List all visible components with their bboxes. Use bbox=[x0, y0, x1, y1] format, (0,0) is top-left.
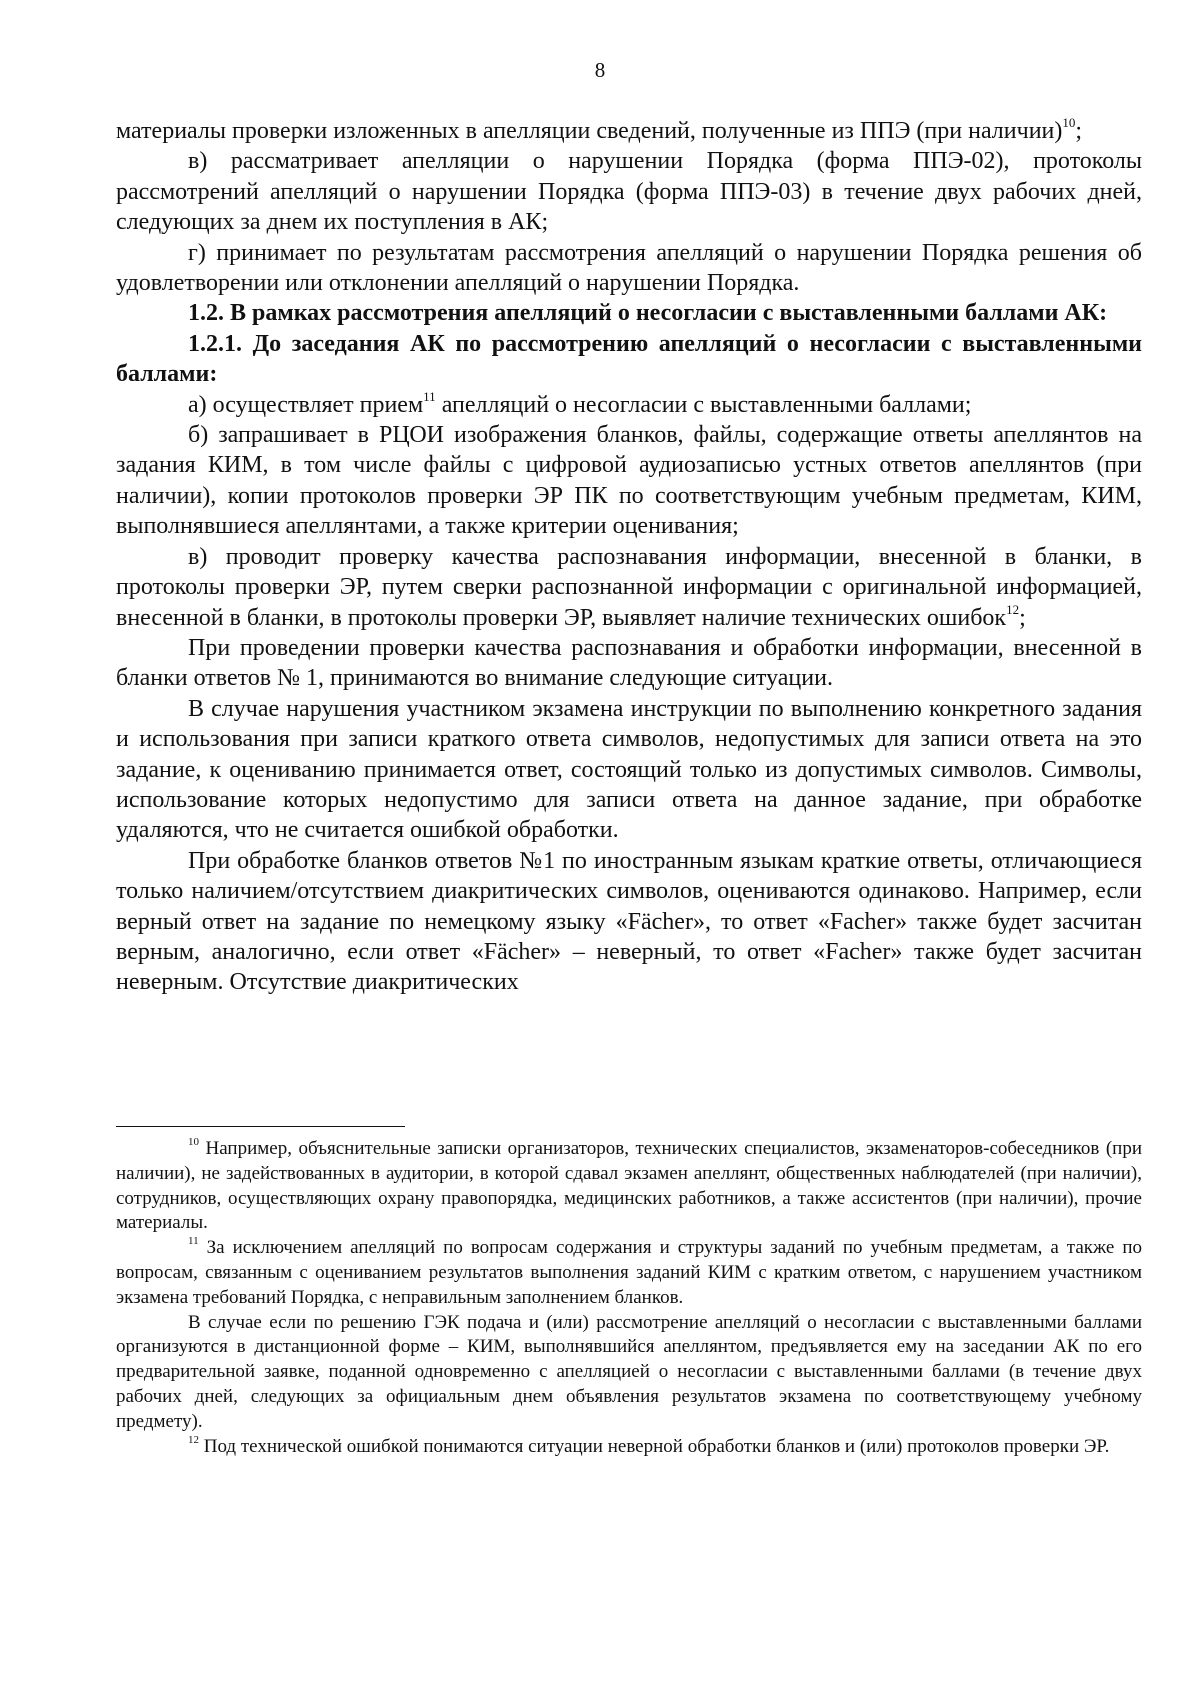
paragraph-item-v: в) рассматривает апелляции о нарушении Порядка (форма ППЭ-02), протоколы рассмотрений апелляций о нарушении Порядка (форма ППЭ-03) в течение двух рабочих дней, следующих за днем их поступления в АК; bbox=[116, 148, 1142, 236]
footnote-11-continuation: В случае если по решению ГЭК подача и (или) рассмотрение апелляций о несогласии с выставленными баллами организуются в дистанционной форме – КИМ, выполнявшийся апеллянтом, предъявляется ему на заседании АК по его предварительной заявке, поданной одновременно с апелляцией о несогласии с выставленными баллами (в течение двух рабочих дней, следующих за официальным днем объявления результатов экзамена по соответствующему учебному предмету). bbox=[116, 1311, 1142, 1432]
footnote-11-number: 11 bbox=[188, 1235, 199, 1248]
footnote-10 bbox=[116, 1137, 1142, 1236]
footnote-11-text: За исключением апелляций по вопросам содержания и структуры заданий по учебным предметам, а также по вопросам, связанным с оцениванием результатов выполнения заданий КИМ с кратким ответом, с нарушением участником экзамена требований Порядка, с неправильным заполнением бланков. bbox=[116, 1237, 1142, 1308]
paragraph-item-v2 bbox=[116, 542, 1142, 633]
footnote-separator bbox=[116, 1126, 405, 1127]
section-heading-1-2: 1.2. В рамках рассмотрения апелляций о несогласии с выставленными баллами АК: bbox=[188, 300, 1108, 327]
paragraph-item-a bbox=[116, 390, 1142, 420]
paragraph-item-b: б) запрашивает в РЦОИ изображения бланков, файлы, содержащие ответы апеллянтов на задания КИМ, в том числе файлы с цифровой аудиозаписью устных ответов апеллянтов (при наличии), копии протоколов проверки ЭР ПК по соответствующим учебным предметам, КИМ, выполнявшиеся апеллянтами, а также критерии оценивания; bbox=[116, 422, 1142, 540]
paragraph-item-v2-text: в) проводит проверку качества распознавания информации, внесенной в бланки, в протоколы проверки ЭР, путем сверки распознанной информации с оригинальной информацией, внесенной в бланки, в протоколы проверки ЭР, выявляет наличие технических ошибок bbox=[116, 543, 1142, 631]
paragraph-item-a-text-end: апелляций о несогласии с выставленными баллами; bbox=[435, 391, 972, 418]
footnote-12 bbox=[116, 1435, 1142, 1460]
footnotes bbox=[116, 1137, 1142, 1459]
footnote-12-text: Под технической ошибкой понимаются ситуации неверной обработки бланков и (или) протоколов проверки ЭР. bbox=[199, 1435, 1110, 1457]
paragraph-violation: В случае нарушения участником экзамена инструкции по выполнению конкретного задания и использования при записи краткого ответа символов, недопустимых для записи ответа на это задание, к оцениванию принимается ответ, состоящий только из допустимых символов. Символы, использование которых недопустимо для записи ответа на данное задание, при обработке удаляются, что не считается ошибкой обработки. bbox=[116, 695, 1142, 844]
paragraph-item-g: г) принимает по результатам рассмотрения апелляций о нарушении Порядка решения об удовлетворении или отклонении апелляций о нарушении Порядка. bbox=[116, 239, 1142, 297]
main-text bbox=[116, 116, 1142, 998]
paragraph-quality-check: При проведении проверки качества распознавания и обработки информации, внесенной в бланки ответов № 1, принимаются во внимание следующие ситуации. bbox=[116, 634, 1142, 692]
paragraph-foreign-languages: При обработке бланков ответов №1 по иностранным языкам краткие ответы, отличающиеся только наличием/отсутствием диакритических символов, оцениваются одинаково. Например, если верный ответ на задание по немецкому языку «Fächer», то ответ «Facher» также будет засчитан верным, аналогично, если ответ «Fächer» – неверный, то ответ «Facher» также будет засчитан неверным. Отсутствие диакритических bbox=[116, 847, 1142, 996]
paragraph-materials bbox=[116, 116, 1142, 146]
footnote-ref-12: 12 bbox=[1006, 601, 1020, 617]
paragraph-materials-text: материалы проверки изложенных в апелляции сведений, полученные из ППЭ (при наличии) bbox=[116, 118, 1063, 144]
paragraph-materials-end: ; bbox=[1075, 118, 1083, 144]
paragraph-item-a-text: а) осуществляет прием bbox=[188, 391, 424, 418]
footnote-11 bbox=[116, 1236, 1142, 1310]
footnote-ref-11: 11 bbox=[423, 388, 436, 404]
page-number: 8 bbox=[594, 58, 606, 82]
paragraph-item-v2-end: ; bbox=[1019, 604, 1026, 631]
footnote-10-text: Например, объяснительные записки организаторов, технических специалистов, экзаменаторов-собеседников (при наличии), не задействованных в аудитории, в которой сдавал экзамен апеллянт, общественных наблюдателей (при наличии), сотрудников, осуществляющих охрану правопорядка, медицинских работников, а также ассистентов (при наличии), прочие материалы. bbox=[116, 1138, 1142, 1234]
footnote-12-number: 12 bbox=[188, 1433, 199, 1446]
section-heading-1-2-1: 1.2.1. До заседания АК по рассмотрению апелляций о несогласии с выставленными баллами: bbox=[116, 330, 1142, 388]
footnote-ref-10: 10 bbox=[1062, 115, 1076, 130]
footnote-10-number: 10 bbox=[188, 1136, 199, 1148]
